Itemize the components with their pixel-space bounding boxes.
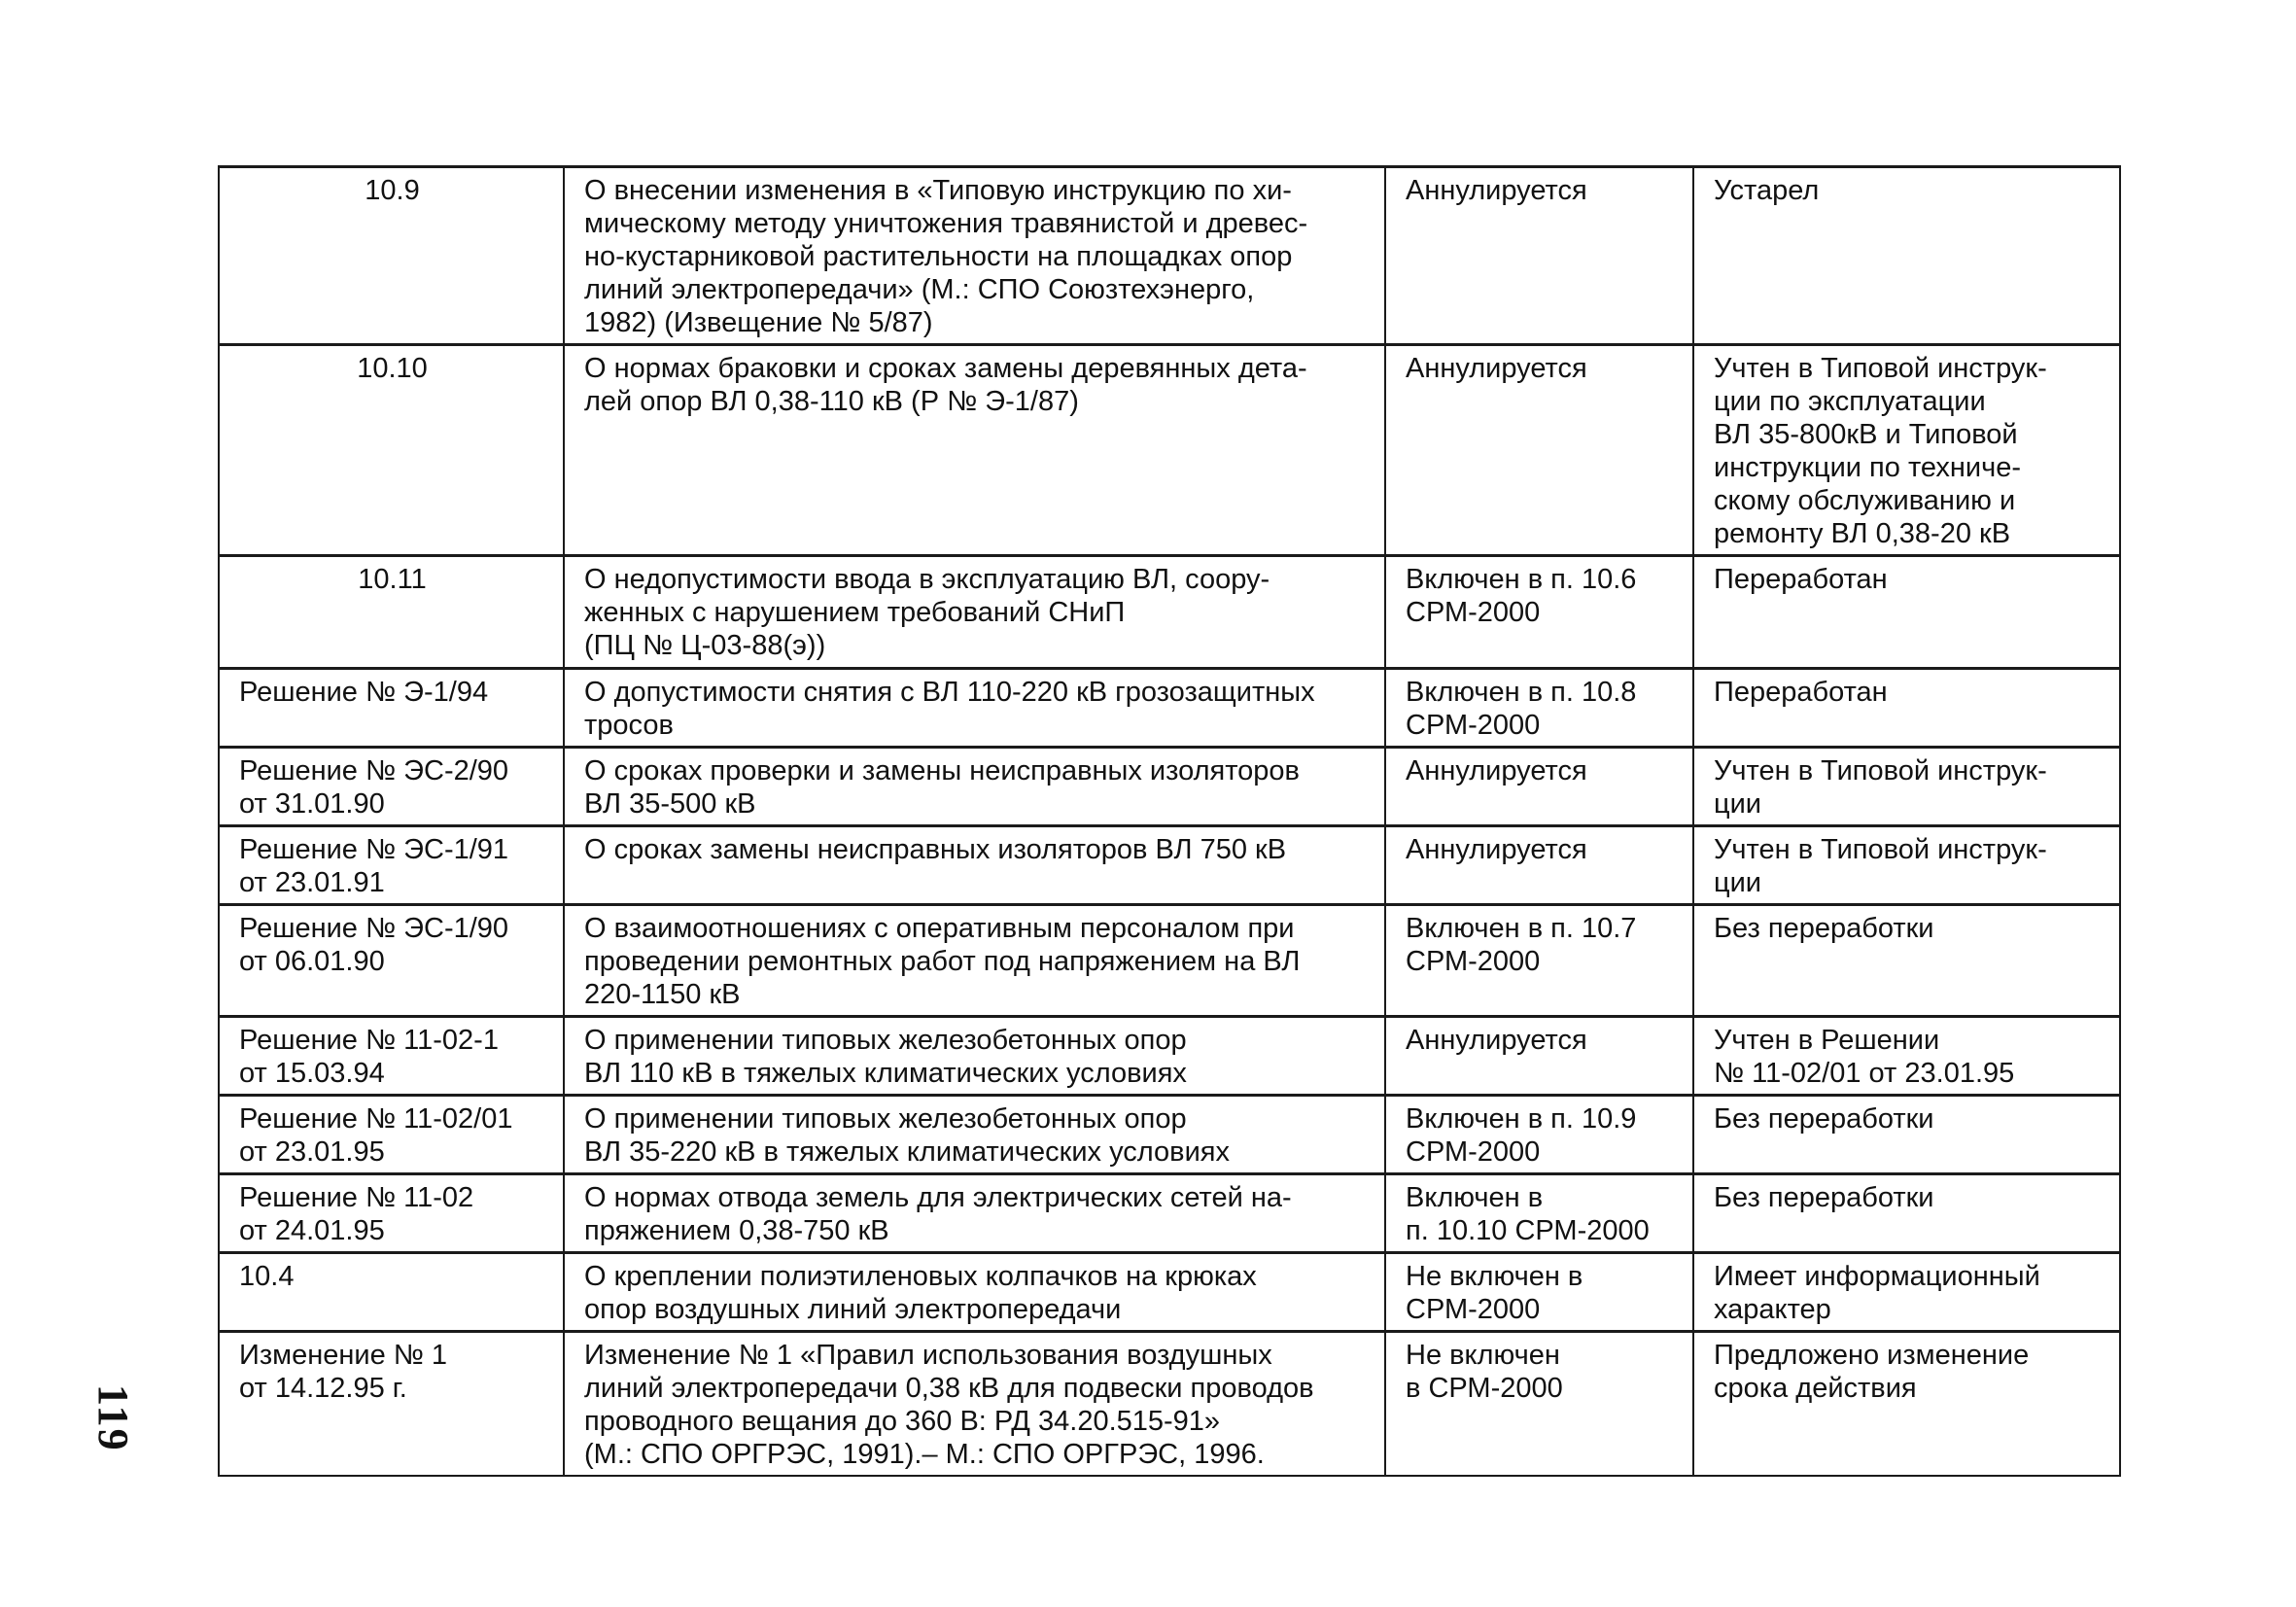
doc-status-cell: Аннулируется <box>1385 826 1693 905</box>
doc-status-cell: Не включен в СРМ-2000 <box>1385 1332 1693 1477</box>
doc-id-cell: Решение № 11-02/01 от 23.01.95 <box>219 1096 564 1174</box>
doc-status-cell: Аннулируется <box>1385 345 1693 556</box>
doc-subject-cell: О креплении полиэтиленовых колпачков на крюках опор воздушных линий электропередачи <box>564 1253 1385 1332</box>
page-number: 119 <box>89 1384 137 1452</box>
doc-note-cell: Предложено изменение срока действия <box>1693 1332 2120 1477</box>
doc-note-cell: Учтен в Типовой инструк- ции <box>1693 826 2120 905</box>
doc-id-cell: Изменение № 1 от 14.12.95 г. <box>219 1332 564 1477</box>
doc-id-cell: 10.9 <box>219 167 564 345</box>
doc-status-cell: Включен в п. 10.10 СРМ-2000 <box>1385 1174 1693 1253</box>
doc-subject-cell: О сроках замены неисправных изоляторов ВЛ 750 кВ <box>564 826 1385 905</box>
doc-id-cell: Решение № 11-02-1 от 15.03.94 <box>219 1017 564 1096</box>
doc-id-cell: 10.11 <box>219 556 564 669</box>
doc-id-cell: Решение № 11-02 от 24.01.95 <box>219 1174 564 1253</box>
table-row <box>219 1332 2120 1477</box>
doc-note-cell: Имеет информационный характер <box>1693 1253 2120 1332</box>
doc-subject-cell: О нормах браковки и сроках замены деревянных дета- лей опор ВЛ 0,38-110 кВ (Р № Э-1/87) <box>564 345 1385 556</box>
doc-id-cell: 10.10 <box>219 345 564 556</box>
table-row <box>219 556 2120 669</box>
table-row <box>219 1174 2120 1253</box>
doc-status-cell: Аннулируется <box>1385 1017 1693 1096</box>
doc-note-cell: Учтен в Типовой инструк- ции по эксплуатации ВЛ 35-800кВ и Типовой инструкции по техниче- скому обслуживанию и ремонту ВЛ 0,38-20 кВ <box>1693 345 2120 556</box>
doc-subject-cell: О нормах отвода земель для электрических сетей на- пряжением 0,38-750 кВ <box>564 1174 1385 1253</box>
doc-status-cell: Аннулируется <box>1385 748 1693 826</box>
doc-subject-cell: О допустимости снятия с ВЛ 110-220 кВ грозозащитных тросов <box>564 669 1385 748</box>
doc-note-cell: Устарел <box>1693 167 2120 345</box>
doc-note-cell: Без переработки <box>1693 1096 2120 1174</box>
doc-subject-cell: О применении типовых железобетонных опор ВЛ 35-220 кВ в тяжелых климатических условиях <box>564 1096 1385 1174</box>
table-body <box>219 167 2120 1477</box>
doc-subject-cell: О взаимоотношениях с оперативным персоналом при проведении ремонтных работ под напряжением на ВЛ 220-1150 кВ <box>564 905 1385 1017</box>
table-row <box>219 905 2120 1017</box>
table-row <box>219 748 2120 826</box>
table-row <box>219 1096 2120 1174</box>
doc-status-cell: Включен в п. 10.8 СРМ-2000 <box>1385 669 1693 748</box>
doc-status-cell: Не включен в СРМ-2000 <box>1385 1253 1693 1332</box>
doc-subject-cell: О применении типовых железобетонных опор ВЛ 110 кВ в тяжелых климатических условиях <box>564 1017 1385 1096</box>
documents-table <box>218 165 2121 1477</box>
doc-id-cell: Решение № ЭС-2/90 от 31.01.90 <box>219 748 564 826</box>
table-row <box>219 167 2120 345</box>
doc-note-cell: Без переработки <box>1693 905 2120 1017</box>
doc-id-cell: Решение № ЭС-1/90 от 06.01.90 <box>219 905 564 1017</box>
doc-status-cell: Включен в п. 10.9 СРМ-2000 <box>1385 1096 1693 1174</box>
doc-note-cell: Переработан <box>1693 669 2120 748</box>
doc-status-cell: Включен в п. 10.6 СРМ-2000 <box>1385 556 1693 669</box>
doc-subject-cell: О внесении изменения в «Типовую инструкцию по хи- мическому методу уничтожения травянистой и древес- но-кустарниковой растительности на площадках опор линий электропередачи» (М.: СПО Союзтехэнерго, 1982) (Извещение № 5/87) <box>564 167 1385 345</box>
table-row <box>219 345 2120 556</box>
table-row <box>219 1253 2120 1332</box>
table-row <box>219 1017 2120 1096</box>
doc-id-cell: 10.4 <box>219 1253 564 1332</box>
doc-note-cell: Переработан <box>1693 556 2120 669</box>
doc-status-cell: Аннулируется <box>1385 167 1693 345</box>
doc-note-cell: Без переработки <box>1693 1174 2120 1253</box>
table-row <box>219 669 2120 748</box>
doc-note-cell: Учтен в Решении № 11-02/01 от 23.01.95 <box>1693 1017 2120 1096</box>
doc-note-cell: Учтен в Типовой инструк- ции <box>1693 748 2120 826</box>
doc-subject-cell: О недопустимости ввода в эксплуатацию ВЛ, соору- женных с нарушением требований СНиП (ПЦ № Ц-03-88(э)) <box>564 556 1385 669</box>
doc-subject-cell: О сроках проверки и замены неисправных изоляторов ВЛ 35-500 кВ <box>564 748 1385 826</box>
doc-status-cell: Включен в п. 10.7 СРМ-2000 <box>1385 905 1693 1017</box>
doc-id-cell: Решение № ЭС-1/91 от 23.01.91 <box>219 826 564 905</box>
doc-subject-cell: Изменение № 1 «Правил использования воздушных линий электропередачи 0,38 кВ для подвески проводов проводного вещания до 360 В: РД 34.20.515-91» (М.: СПО ОРГРЭС, 1991).– М.: СПО ОРГРЭС, 1996. <box>564 1332 1385 1477</box>
doc-id-cell: Решение № Э-1/94 <box>219 669 564 748</box>
table-row <box>219 826 2120 905</box>
